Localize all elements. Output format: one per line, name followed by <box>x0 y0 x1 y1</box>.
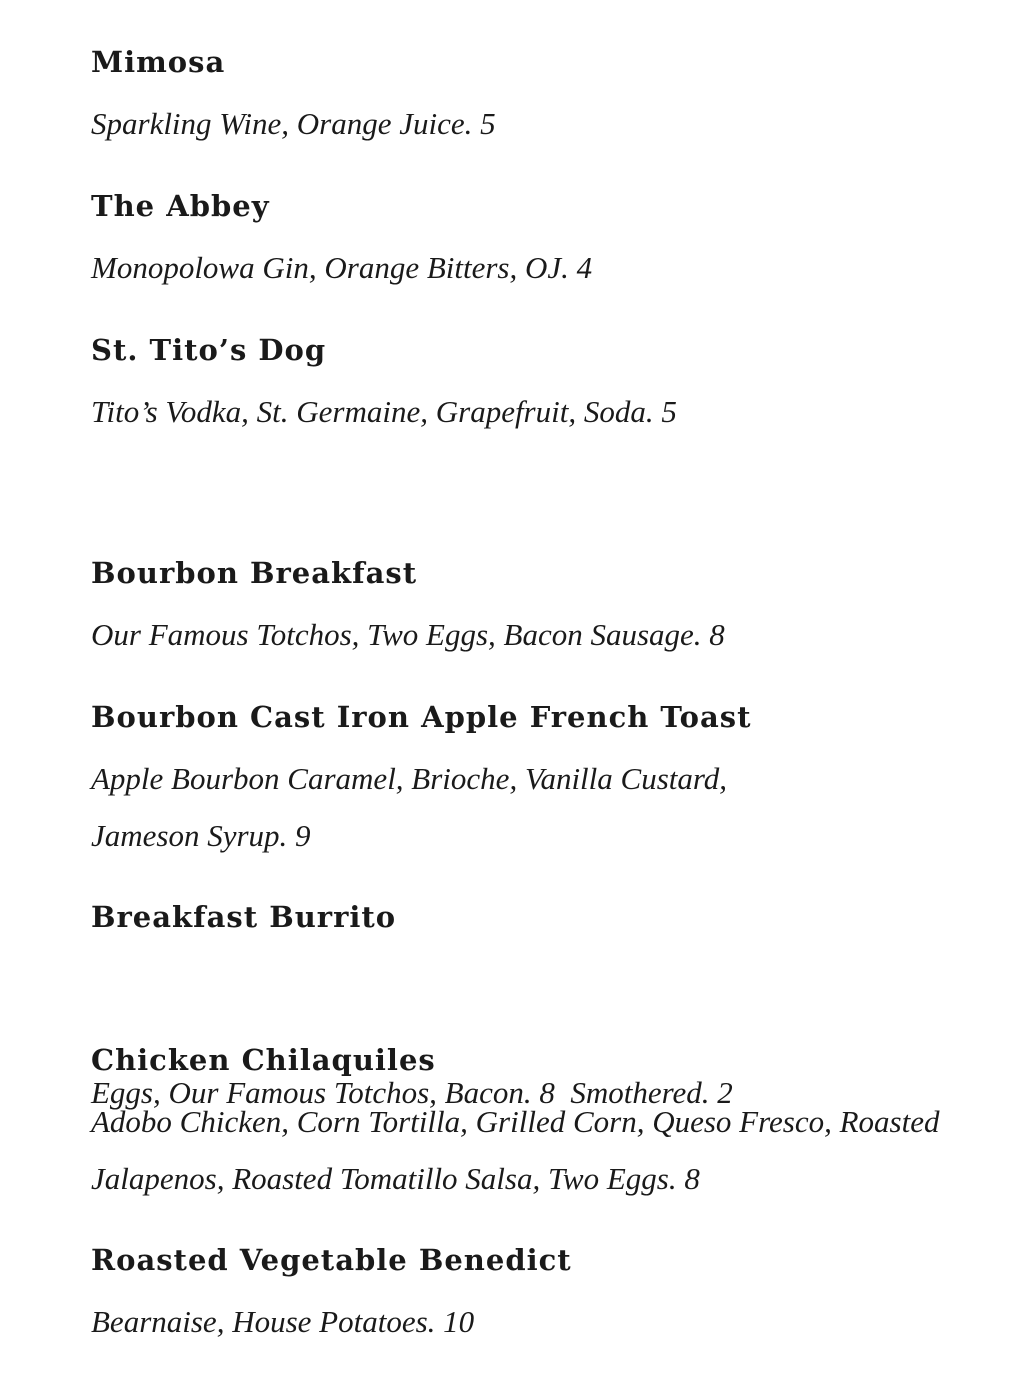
menu-item-roasted-vegetable-benedict <box>91 1238 971 1350</box>
menu-item-mimosa <box>91 40 971 152</box>
description-line: Our Famous Totchos, Two Eggs, Bacon Sausage. 8 <box>91 617 725 652</box>
item-name: Mimosa <box>91 45 226 79</box>
menu-item-st-titos-dog <box>91 328 971 440</box>
item-description <box>91 239 971 296</box>
item-name: St. Tito’s Dog <box>91 333 327 367</box>
item-description <box>91 95 971 152</box>
item-description <box>91 383 971 440</box>
description-line: Apple Bourbon Caramel, Brioche, Vanilla Custard, <box>91 761 728 796</box>
item-name: Breakfast Burrito <box>91 900 397 934</box>
menu-item-the-abbey <box>91 184 971 296</box>
description-line: Adobo Chicken, Corn Tortilla, Grilled Corn, Queso Fresco, Roasted <box>91 1104 940 1139</box>
item-name: Roasted Vegetable Benedict <box>91 1243 572 1277</box>
description-line: Monopolowa Gin, Orange Bitters, OJ. 4 <box>91 250 593 285</box>
description-line: Jameson Syrup. 9 <box>91 818 311 853</box>
item-name: Chicken Chilaquiles <box>91 1043 436 1077</box>
description-line: Eggs, Our Famous Totchos, Bacon. 8 Smothered. 2 <box>91 1075 733 1110</box>
item-description <box>91 1093 971 1207</box>
description-line: Tito’s Vodka, St. Germaine, Grapefruit, Soda. 5 <box>91 394 677 429</box>
menu-item-chicken-chilaquiles <box>91 1038 971 1207</box>
item-description <box>91 750 971 864</box>
item-name: Bourbon Cast Iron Apple French Toast <box>91 700 752 734</box>
menu-item-bourbon-breakfast <box>91 551 971 663</box>
description-line: Jalapenos, Roasted Tomatillo Salsa, Two Eggs. 8 <box>91 1161 700 1196</box>
item-description <box>91 1293 971 1350</box>
description-line: Sparkling Wine, Orange Juice. 5 <box>91 106 496 141</box>
item-name: Bourbon Breakfast <box>91 556 418 590</box>
item-name: The Abbey <box>91 189 270 223</box>
menu-item-bourbon-cast-iron-apple-french-toast <box>91 695 971 864</box>
item-description <box>91 606 971 663</box>
description-line: Bearnaise, House Potatoes. 10 <box>91 1304 475 1339</box>
